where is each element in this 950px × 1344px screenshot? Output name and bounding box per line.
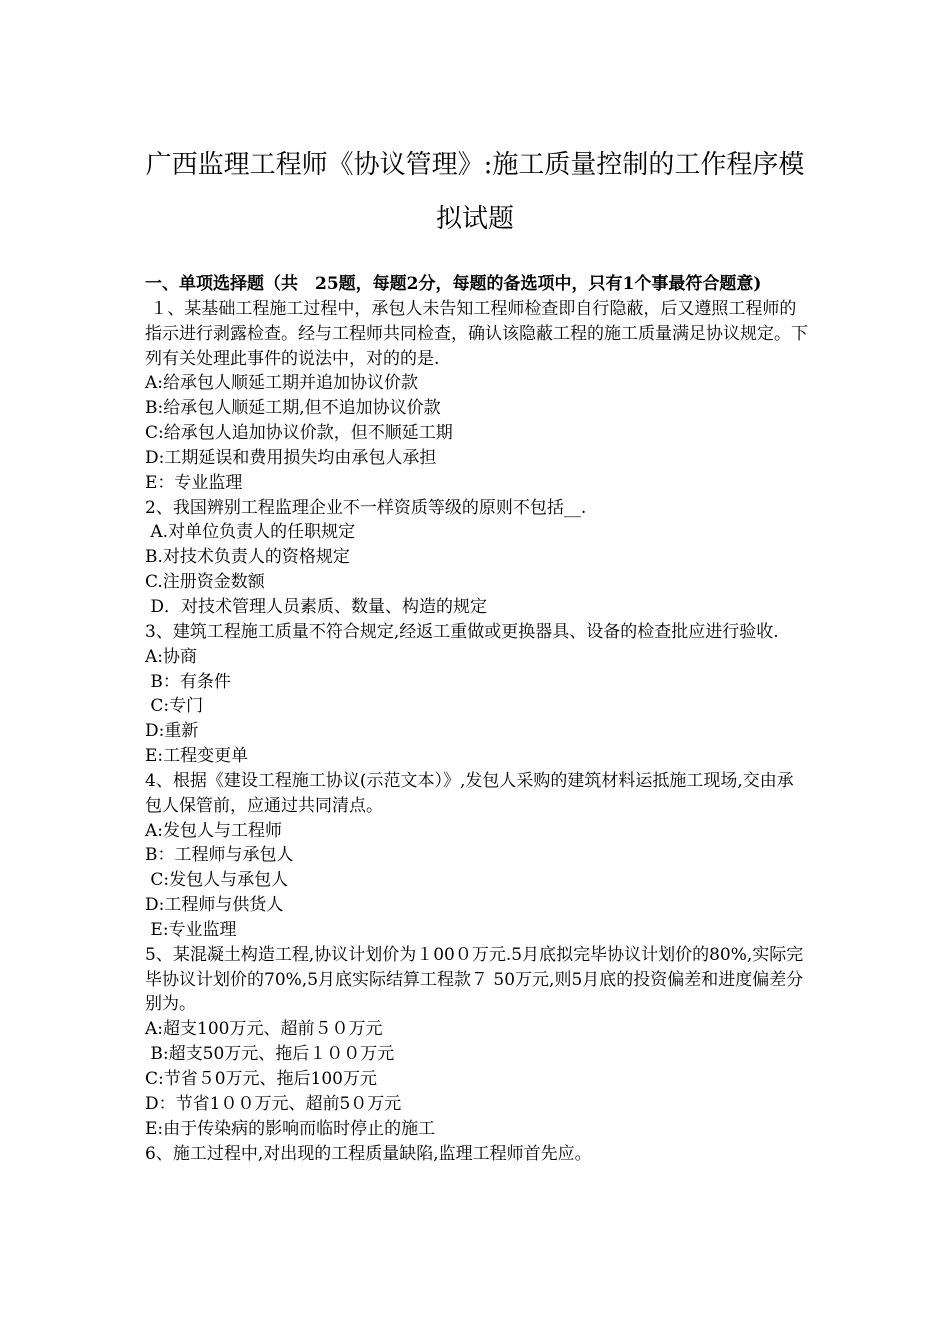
option-a: A:协商 xyxy=(145,646,198,667)
document-title xyxy=(120,138,830,246)
option-a: A:超支100万元、超前５０万元 xyxy=(145,1019,383,1040)
question-5 xyxy=(145,943,810,1142)
option-b: B:超支50万元、拖后１００万元 xyxy=(145,1044,395,1065)
question-1 xyxy=(145,297,810,496)
option-a: A:发包人与工程师 xyxy=(145,820,283,841)
title-line-1: 广西监理工程师《协议管理》:施工质量控制的工作程序模 xyxy=(145,150,805,180)
question-stem: 6、施工过程中,对出现的工程质量缺陷,监理工程师首先应。 xyxy=(145,1143,592,1164)
document-body xyxy=(145,272,810,1166)
option-e: E：专业监理 xyxy=(145,472,243,493)
option-a: A.对单位负责人的任职规定 xyxy=(145,522,356,543)
option-e: E:由于传染病的影响而临时停止的施工 xyxy=(145,1118,436,1139)
option-e: E:工程变更单 xyxy=(145,746,249,767)
option-d: D:重新 xyxy=(145,721,199,742)
section-heading: 一、单项选择题（共 25题，每题2分，每题的备选项中，只有1个事最符合题意) xyxy=(145,274,762,294)
option-b: B:给承包人顺延工期,但不追加协议价款 xyxy=(145,398,441,419)
option-c: C.注册资金数额 xyxy=(145,572,265,593)
question-stem: 2、我国辨别工程监理企业不一样资质等级的原则不包括__. xyxy=(145,497,587,518)
option-d: D:工程师与供货人 xyxy=(145,895,284,916)
option-b: B.对技术负责人的资格规定 xyxy=(145,547,350,568)
question-3 xyxy=(145,620,810,769)
option-d: D．对技术管理人员素质、数量、构造的规定 xyxy=(145,596,488,617)
question-4 xyxy=(145,769,810,943)
option-a: A:给承包人顺延工期并追加协议价款 xyxy=(145,373,419,394)
title-line-2: 拟试题 xyxy=(435,204,514,234)
option-c: C:专门 xyxy=(145,696,204,717)
option-d: D:工期延误和费用损失均由承包人承担 xyxy=(145,447,437,468)
question-stem: 4、根据《建设工程施工协议(示范文本）》,发包人采购的建筑材料运抵施工现场,交由承包人保管前，应通过共同清点。 xyxy=(145,770,794,816)
option-c: C:节省５0万元、拖后100万元 xyxy=(145,1069,377,1089)
option-d: D：节省1００万元、超前5０万元 xyxy=(145,1093,402,1114)
question-stem: 5、某混凝土构造工程,协议计划价为１00０万元.5月底拟完毕协议计划价的80%,实际完毕协议计划价的70%,5月底实际结算工程款７ 50万元,则5月底的投资偏差和进度偏差分别为。 xyxy=(145,944,804,1015)
option-c: C:给承包人追加协议价款，但不顺延工期 xyxy=(145,423,453,444)
question-stem: 3、建筑工程施工质量不符合规定,经返工重做或更换器具、设备的检查批应进行验收. xyxy=(145,621,779,642)
option-b: B：有条件 xyxy=(145,671,231,692)
option-b: B：工程师与承包人 xyxy=(145,845,294,866)
option-c: C:发包人与承包人 xyxy=(145,870,289,891)
question-stem: １、某基础工程施工过程中，承包人未告知工程师检查即自行隐蔽，后又遵照工程师的指示进行剥露检查。经与工程师共同检查，确认该隐蔽工程的施工质量满足协议规定。下列有关处理此事件的说法中，对的的是. xyxy=(145,298,808,369)
question-2 xyxy=(145,496,810,620)
option-e: E:专业监理 xyxy=(145,919,237,940)
question-6 xyxy=(145,1142,810,1167)
